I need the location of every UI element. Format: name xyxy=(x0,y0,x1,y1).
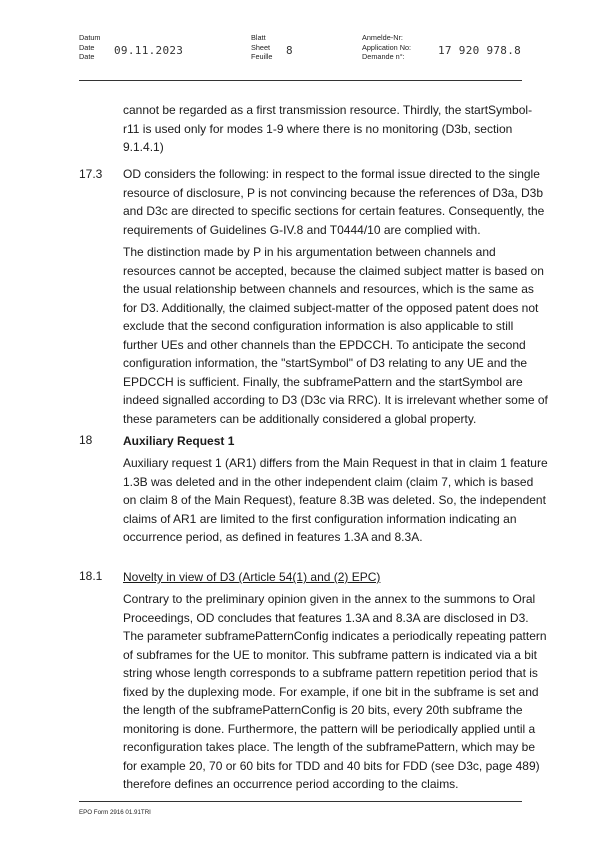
anmelde-labels xyxy=(362,33,411,62)
date-value: 09.11.2023 xyxy=(114,44,184,57)
anmelde-label-fr: Demande n°: xyxy=(362,52,405,62)
application-number: 17 920 978.8 xyxy=(438,44,522,57)
datum-label-de: Datum xyxy=(79,33,101,42)
blatt-label-de: Blatt xyxy=(251,33,266,42)
paragraph-18: Auxiliary request 1 (AR1) differs from the Main Request in that in claim 1 feature 1.3B was deleted and in the other independent claim (claim 7, which is based on claim 8 of the Main Request), feature 8.3B was deleted. So, the independent claims of AR1 are limited to the first configuration information indicating an occurrence period, as defined in features 1.3A and 8.3A. xyxy=(123,456,548,544)
heading-auxiliary-request-1: Auxiliary Request 1 xyxy=(123,434,235,448)
paragraph-18-1: Contrary to the preliminary opinion given in the annex to the summons to Oral Proceedings, OD concludes that features 1.3A and 8.3A are disclosed in D3. The parameter subframePatternConfig indicates a periodically repeating pattern of subframes for the UE to monitor. This subframe pattern is indicated via a bit string whose length corresponds to a subframe pattern repetition period that is fixed by the duplexing mode. For example, if one bit in the subframe is set and the length of the subframePatternConfig is 20 bits, every 20th subframe the monitoring is done. Furthermore, the pattern will be periodically applied until a reconfiguration takes place. The length of the subframePattern, which may be for example 20, 70 or 60 bits for TDD and 40 bits for FDD (see D3c, page 489) therefore defines an occurrence period according to the claims. xyxy=(123,592,547,791)
datum-label-en: Date xyxy=(79,42,95,52)
blatt-label-en: Sheet xyxy=(251,42,271,52)
blatt-label-fr: Feuille xyxy=(251,52,273,62)
paragraph-17-3-continued: The distinction made by P in his argumentation between channels and resources cannot be accepted, because the claimed subject matter is based on the usual relationship between channels and resources, which is the same as for D3. Additionally, the claimed subject-matter of the opposed patent does not exclude that the second configuration information is also applicable to still further UEs and other channels than the EPDCCH. To anticipate the second configuration information, the "startSymbol" of D3 relating to any UE and the EPDCCH is sufficient. Finally, the subframePattern and the startSymbol are indeed signalled according to D3 (D3c via RRC). It is irrelevant whether some of these parameters can be additionally considered a global property. xyxy=(123,245,548,426)
footer-rule xyxy=(79,801,522,802)
section-number-18: 18 xyxy=(79,433,93,447)
section-number-17-3: 17.3 xyxy=(79,167,103,181)
blatt-labels xyxy=(251,33,273,62)
datum-labels xyxy=(79,33,101,62)
section-number-18-1: 18.1 xyxy=(79,569,103,583)
anmelde-label-en: Application No: xyxy=(362,42,412,52)
form-footer: EPO Form 2916 01.91TRI xyxy=(79,809,151,816)
paragraph-17-3: OD considers the following: in respect to the formal issue directed to the single resource of disclosure, P is not convincing because the references of D3a, D3b and D3c are directed to specific sections for certain features. Consequently, the requirements of Guidelines G-IV.8 and T0444/10 are complied with. xyxy=(123,167,545,237)
header-rule xyxy=(79,80,522,81)
anmelde-label-de: Anmelde-Nr: xyxy=(362,33,403,42)
heading-novelty-d3: Novelty in view of D3 (Article 54(1) and (2) EPC) xyxy=(123,570,381,584)
paragraph-continuation: cannot be regarded as a first transmission resource. Thirdly, the startSymbol- r11 is used only for modes 1-9 where there is no monitoring (D3b, section 9.1.4.1) xyxy=(123,103,533,154)
sheet-value: 8 xyxy=(286,44,293,57)
datum-label-fr: Date xyxy=(79,52,95,62)
